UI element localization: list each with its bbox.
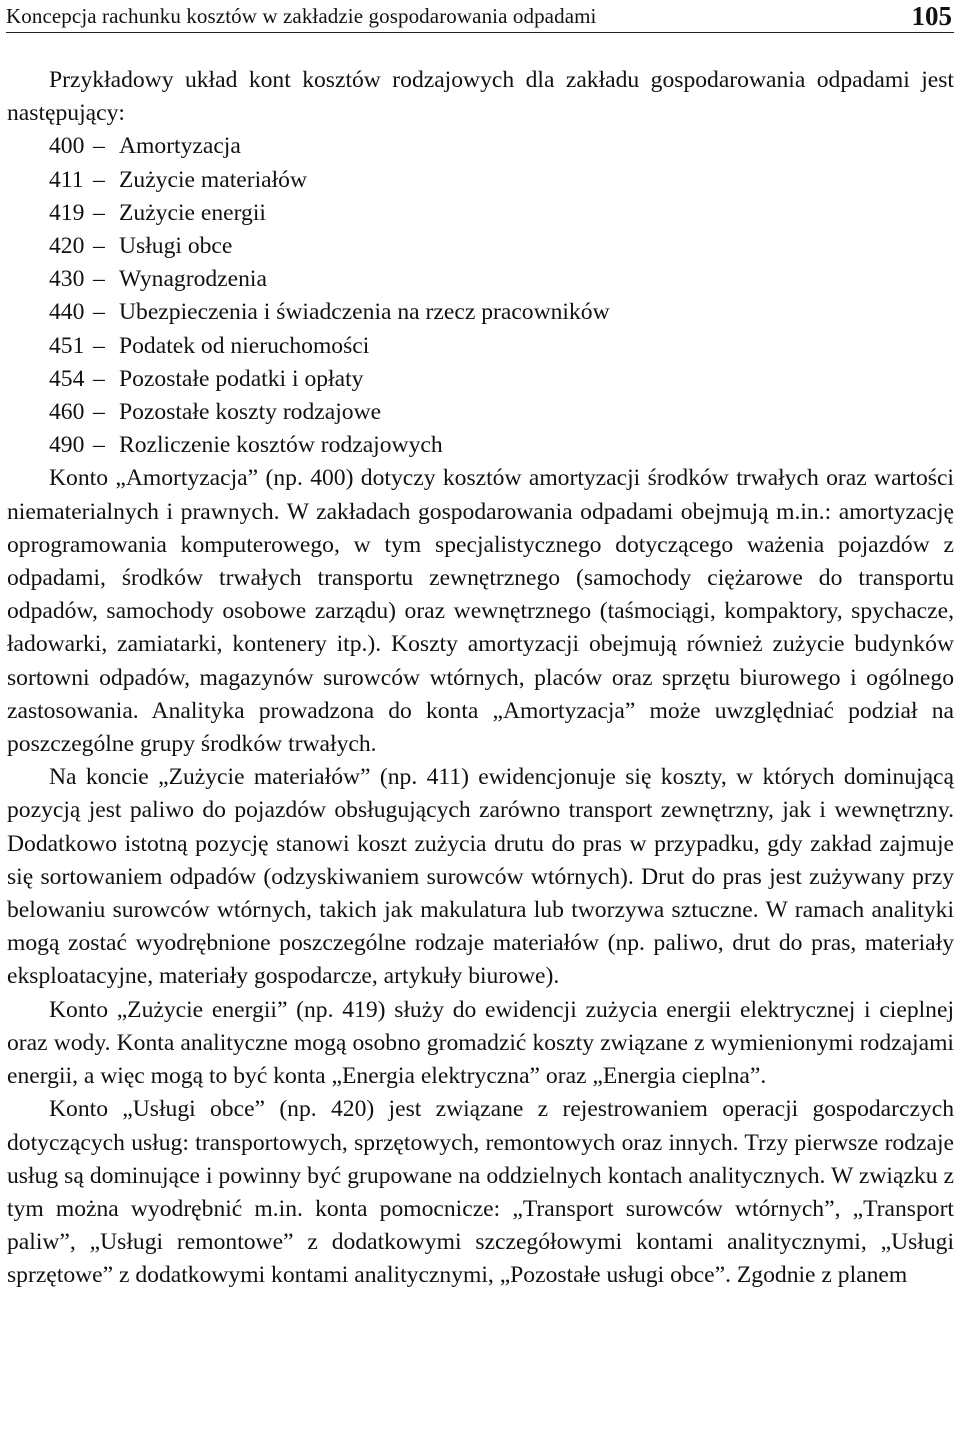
account-name: Podatek od nieruchomości <box>119 332 370 359</box>
account-number: 451 <box>49 332 85 359</box>
account-number: 419 <box>49 199 85 226</box>
list-item <box>7 230 954 263</box>
account-name: Pozostałe koszty rodzajowe <box>119 399 382 426</box>
list-item <box>7 130 954 163</box>
page-number: 105 <box>911 0 952 31</box>
accounts-list <box>7 130 954 462</box>
account-number: 411 <box>49 166 84 193</box>
dash: – <box>93 199 105 226</box>
list-item <box>7 330 954 363</box>
dash: – <box>93 133 105 160</box>
list-item <box>7 197 954 230</box>
account-number: 460 <box>49 399 85 426</box>
account-number: 420 <box>49 233 85 260</box>
account-name: Usługi obce <box>119 233 233 260</box>
intro-paragraph: Przykładowy układ kont kosztów rodzajowych dla zakładu gospodarowania odpadami jest następujący: <box>7 67 954 127</box>
page-body <box>7 64 954 1293</box>
account-number: 430 <box>49 266 85 293</box>
account-name: Rozliczenie kosztów rodzajowych <box>119 432 443 459</box>
account-number: 400 <box>49 133 85 160</box>
paragraph-amortyzacja: Konto „Amortyzacja” (np. 400) dotyczy kosztów amortyzacji środków trwałych oraz wartości niematerialnych i prawnych. W zakładach gospodarowania odpadami obejmują m.in.: amortyzację oprogramowania komputerowego, w tym specjalistycznego dotyczącego ważenia pojazdów z odpadami, środków trwałych transportu zewnętrznego (samochody ciężarowe do transportu odpadów, samochody osobowe zarządu) oraz wewnętrznego (taśmociągi, kompaktory, spychacze, ładowarki, zamiatarki, kontenery itp.). Koszty amortyzacji obejmują również zużycie budynków sortowni odpadów, magazynów surowców wtórnych, placów oraz sprzętu biurowego i ogólnego zastosowania. Analityka prowadzona do konta „Amortyzacja” może uwzględniać podział na poszczególne grupy środków trwałych. <box>7 465 954 758</box>
running-title: Koncepcja rachunku kosztów w zakładzie gospodarowania odpadami <box>6 3 597 28</box>
account-name: Pozostałe podatki i opłaty <box>119 365 364 392</box>
dash: – <box>93 365 105 392</box>
account-name: Zużycie energii <box>119 199 266 226</box>
list-item <box>7 263 954 296</box>
dash: – <box>93 299 105 326</box>
account-number: 454 <box>49 365 85 392</box>
account-name: Zużycie materiałów <box>119 166 308 193</box>
page-header <box>6 0 954 33</box>
dash: – <box>93 166 105 193</box>
account-name: Wynagrodzenia <box>119 266 267 293</box>
list-item <box>7 396 954 429</box>
dash: – <box>93 399 105 426</box>
dash: – <box>93 266 105 293</box>
dash: – <box>93 332 105 359</box>
list-item <box>7 296 954 329</box>
paragraph-zuzycie-energii: Konto „Zużycie energii” (np. 419) służy do ewidencji zużycia energii elektrycznej i cieplnej oraz wody. Konta analityczne mogą osobno gromadzić koszty związane z wymienionymi rodzajami energii, a więc mogą to być konta „Energia elektryczna” oraz „Energia cieplna”. <box>7 996 954 1090</box>
dash: – <box>93 233 105 260</box>
account-number: 490 <box>49 432 85 459</box>
list-item <box>7 363 954 396</box>
paragraph-zuzycie-materialow: Na koncie „Zużycie materiałów” (np. 411) ewidencjonuje się koszty, w których dominującą pozycją jest paliwo do pojazdów obsługujących zarówno transport zewnętrzny, jak i wewnętrzny. Dodatkowo istotną pozycję stanowi koszt zużycia drutu do pras w przypadku, gdy zakład zajmuje się sortowaniem odpadów (odzyskiwaniem surowców wtórnych). Drut do pras jest zużywany przy belowaniu surowców wtórnych, takich jak makulatura lub tworzywa sztuczne. W ramach analityki mogą zostać wyodrębnione poszczególne rodzaje materiałów (np. paliwo, drut do pras, materiały eksploatacyjne, materiały gospodarcze, artykuły biurowe). <box>7 764 954 990</box>
dash: – <box>93 432 105 459</box>
list-item <box>7 164 954 197</box>
account-name: Ubezpieczenia i świadczenia na rzecz pracowników <box>119 299 610 326</box>
account-number: 440 <box>49 299 85 326</box>
account-name: Amortyzacja <box>119 133 241 160</box>
list-item <box>7 429 954 462</box>
paragraph-uslugi-obce: Konto „Usługi obce” (np. 420) jest związane z rejestrowaniem operacji gospodarczych dotyczących usług: transportowych, sprzętowych, remontowych oraz innych. Trzy pierwsze rodzaje usług są dominujące i powinny być grupowane na oddzielnych kontach analitycznych. W związku z tym można wyodrębnić m.in. konta pomocnicze: „Transport surowców wtórnych”, „Transport paliw”, „Usługi remontowe” z dodatkowymi szczegółowymi kontami analitycznymi, „Usługi sprzętowe” z dodatkowymi kontami analitycznymi, „Pozostałe usługi obce”. Zgodnie z planem <box>7 1096 954 1289</box>
